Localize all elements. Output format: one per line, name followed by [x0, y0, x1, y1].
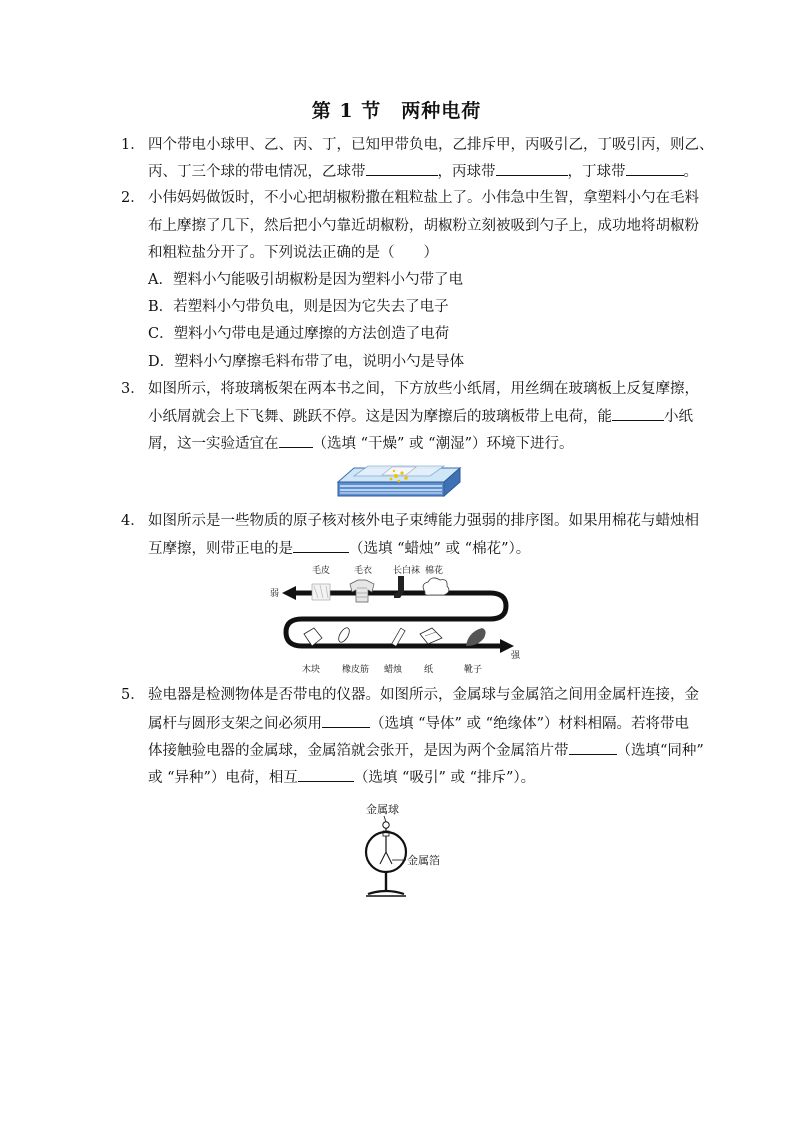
q5-line3 [148, 740, 704, 761]
q5-text-c: 体接触验电器的金属球，金属箔就会张开，是因为两个金属箔片带 [148, 743, 569, 759]
page-title: 第 1 节 两种电荷 [311, 100, 482, 122]
q4-line2 [148, 538, 530, 559]
q3-text-c: 屑，这一实验适宜在 [148, 436, 279, 452]
metal-foil-label: 金属箔 [407, 854, 440, 867]
weak-arrowhead [282, 586, 296, 600]
q2-line1: 小伟妈妈做饭时，不小心把胡椒粉撒在粗粒盐上了。小伟急中生智，拿塑料小勺在毛料 [148, 190, 699, 206]
q1-number: 1． [121, 137, 145, 153]
q5-blank-3[interactable] [298, 767, 354, 782]
q1-text-d: 。 [683, 164, 698, 180]
q5-blank-1[interactable] [322, 713, 370, 728]
q4-text-b: （选填 “蜡烛” 或 “棉花”）。 [349, 541, 531, 557]
bottom-label-wood: 木块 [302, 665, 321, 675]
top-label-cotton: 棉花 [425, 566, 444, 576]
q2-number: 2． [121, 190, 145, 206]
q3-blank-2[interactable] [279, 433, 313, 448]
q1-blank-ding[interactable] [626, 161, 684, 176]
cotton-icon [423, 578, 449, 595]
q3-text-b: 小纸 [664, 409, 693, 425]
q2-line3: 和粗粒盐分开了。下列说法正确的是（ ） [148, 245, 438, 261]
q1-text-c: ，丁球带 [567, 164, 626, 180]
q1-line2 [148, 161, 698, 182]
bottom-label-shoe: 靴子 [464, 665, 483, 675]
q5-blank-2[interactable] [569, 740, 617, 755]
q5-text-d: （选填“同种” [616, 743, 704, 759]
q1-blank-yi[interactable] [366, 161, 438, 176]
electroscope-figure [340, 796, 460, 904]
bottom-label-paper: 纸 [424, 665, 434, 675]
triboelectric-series-figure [260, 562, 530, 680]
q4-text-a: 互摩擦，则带正电的是 [148, 541, 293, 557]
q2-line2: 布上摩擦了几下，然后把小勺靠近胡椒粉，胡椒粉立刻被吸到勺子上，成功地将胡椒粉 [148, 218, 699, 234]
bottom-label-candle: 蜡烛 [384, 665, 403, 675]
paper-icon [420, 628, 442, 644]
q5-text-b: （选填 “导体” 或 “绝缘体”）材料相隔。若将带电 [370, 716, 689, 732]
q3-line3 [148, 433, 573, 454]
q5-line4 [148, 767, 535, 788]
q3-text-a: 小纸屑就会上下飞舞、跳跃不停。这是因为摩擦后的玻璃板带上电荷，能 [148, 409, 612, 425]
q2-option-d[interactable]: D．塑料小勺摩擦毛料布带了电，说明小勺是导体 [148, 354, 465, 370]
q3-blank-1[interactable] [612, 406, 664, 421]
q5-text-e: 或 “异种”）电荷，相互 [148, 770, 298, 786]
q1-text-b: ，丙球带 [437, 164, 496, 180]
q3-number: 3． [121, 381, 145, 397]
top-label-sock: 长白袜 [393, 566, 421, 576]
strong-label: 强 [511, 651, 521, 661]
q5-text-f: （选填 “吸引” 或 “排斥”）。 [353, 770, 536, 786]
top-label-fur: 毛皮 [312, 566, 331, 576]
metal-ball [383, 822, 389, 828]
sweater-icon [350, 580, 374, 602]
q4-number: 4． [121, 513, 145, 529]
q4-blank-1[interactable] [293, 538, 349, 553]
q1-text-a: 丙、丁三个球的带电情况，乙球带 [148, 164, 366, 180]
weak-label: 弱 [270, 589, 280, 599]
q5-line2 [148, 713, 689, 734]
metal-ball-label: 金属球 [366, 803, 399, 816]
q5-number: 5． [121, 687, 145, 703]
q3-text-d: （选填 “干燥” 或 “潮湿”）环境下进行。 [312, 436, 574, 452]
q2-option-c[interactable]: C．塑料小勺带电是通过摩擦的方法创造了电荷 [148, 326, 450, 342]
bottom-label-rubber: 橡皮筋 [342, 665, 370, 675]
q2-option-b[interactable]: B．若塑料小勺带负电，则是因为它失去了电子 [148, 299, 449, 315]
rubber-band-icon [337, 626, 352, 644]
metal-foil [380, 852, 392, 864]
q1-blank-bing[interactable] [496, 161, 568, 176]
q5-text-a: 属杆与圆形支架之间必须用 [148, 716, 322, 732]
q2-option-a[interactable]: A．塑料小勺能吸引胡椒粉是因为塑料小勺带了电 [148, 272, 463, 288]
q5-line1: 验电器是检测物体是否带电的仪器。如图所示，金属球与金属箔之间用金属杆连接，金 [148, 687, 699, 703]
wood-block-icon [304, 628, 322, 646]
q1-line1: 四个带电小球甲、乙、丙、丁，已知甲带负电，乙排斥甲，丙吸引乙，丁吸引丙，则乙、 [148, 137, 714, 153]
q3-line1: 如图所示，将玻璃板架在两本书之间，下方放些小纸屑，用丝绸在玻璃板上反复摩擦， [148, 381, 699, 397]
top-label-sweater: 毛衣 [354, 566, 373, 576]
q4-line1: 如图所示是一些物质的原子核对核外电子束缚能力强弱的排序图。如果用棉花与蜡烛相 [148, 513, 699, 529]
shoe-icon [466, 628, 486, 646]
q3-line2 [148, 406, 693, 427]
glass-plate-figure [334, 462, 462, 502]
fur-icon [312, 584, 330, 600]
stand-base [368, 891, 404, 894]
